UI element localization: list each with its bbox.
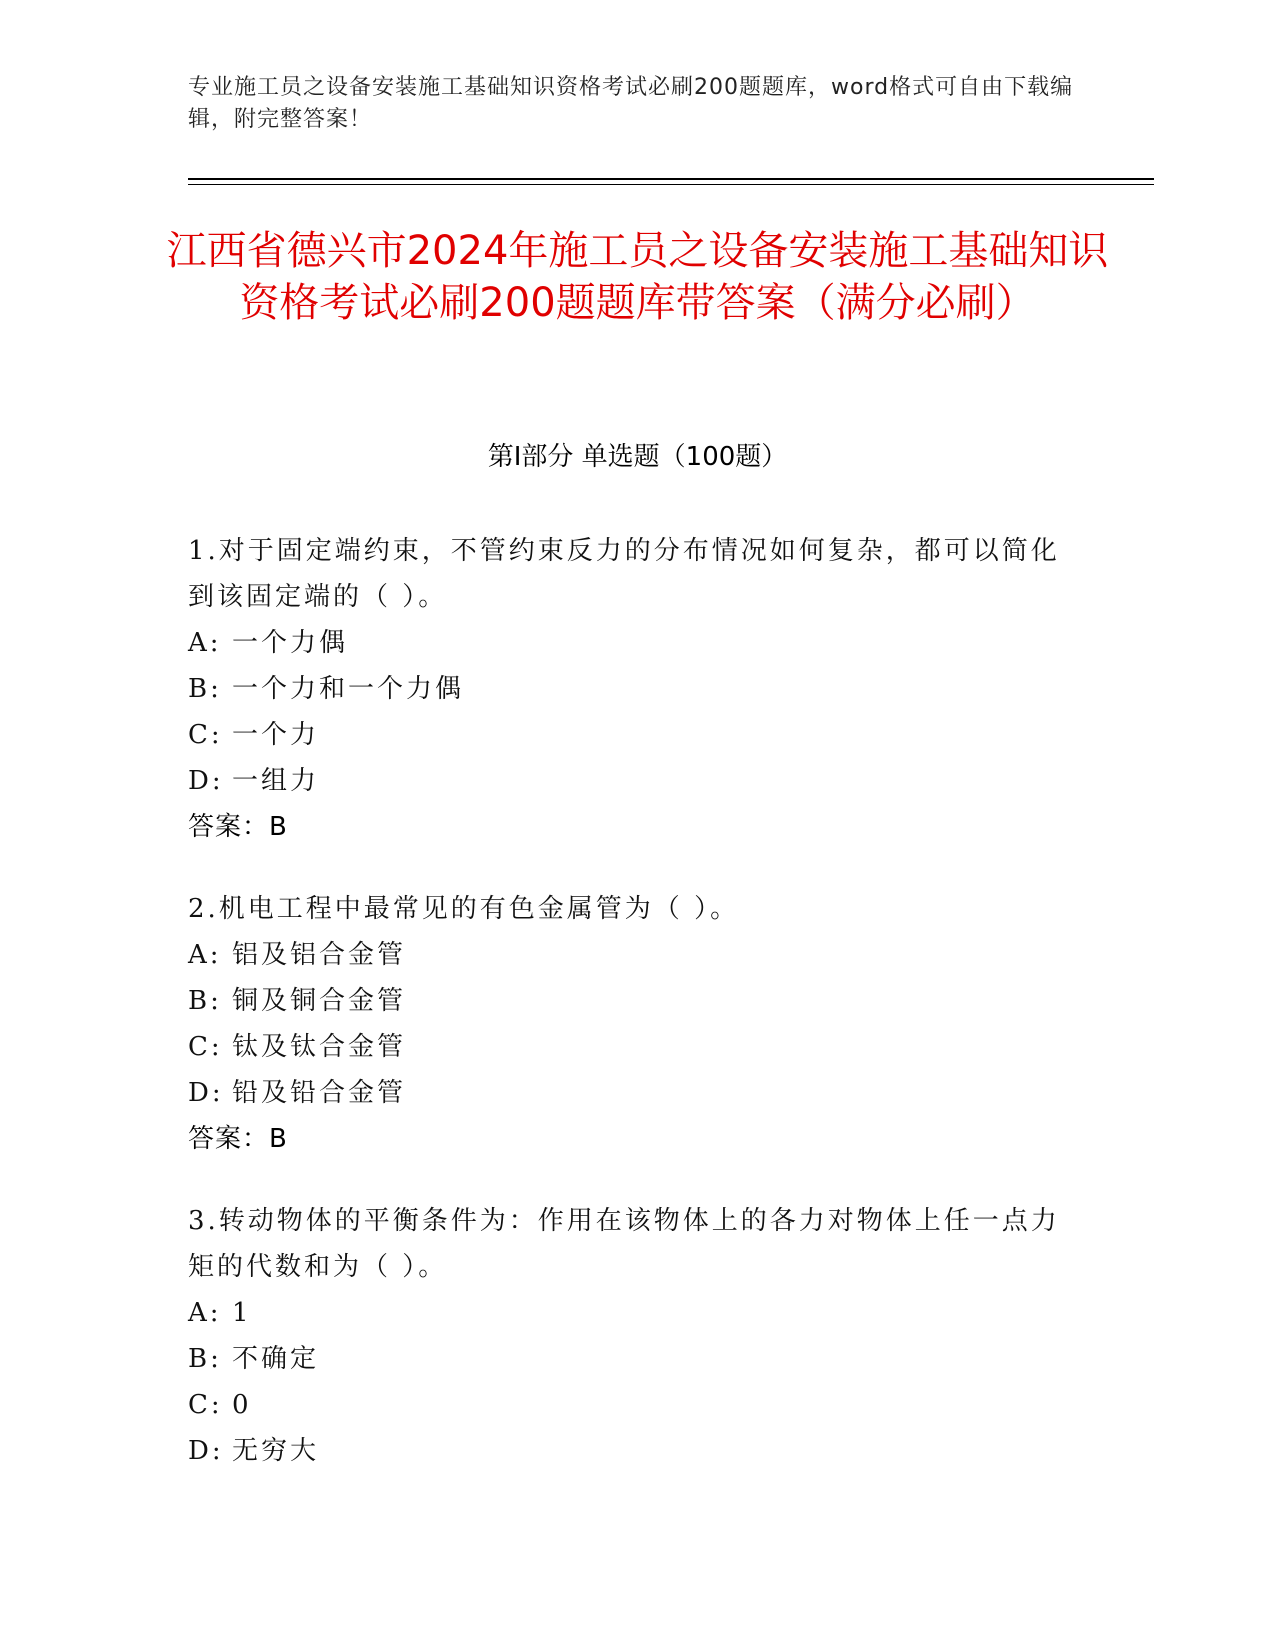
option-text: 无穷大 <box>232 1436 320 1466</box>
document-title: 江西省德兴市2024年施工员之设备安装施工基础知识资格考试必刷200题题库带答案（满分必刷） <box>166 228 1109 326</box>
option-a <box>188 932 1068 978</box>
question-text: 2.机电工程中最常见的有色金属管为（ ）。 <box>188 894 740 924</box>
option-b <box>188 666 1068 712</box>
option-text: 钛及钛合金管 <box>232 1032 407 1062</box>
option-label: C: <box>188 720 223 750</box>
option-text: 一个力 <box>232 720 320 750</box>
option-label: D: <box>188 766 224 796</box>
option-text: 铅及铅合金管 <box>232 1078 407 1108</box>
question-list <box>188 528 1068 1510</box>
option-label: A: <box>188 1298 222 1328</box>
option-a <box>188 620 1068 666</box>
option-text: 0 <box>232 1390 252 1420</box>
option-d <box>188 1070 1068 1116</box>
option-text: 一个力和一个力偶 <box>232 674 465 704</box>
header-divider-thin <box>188 184 1154 185</box>
option-c <box>188 712 1068 758</box>
question-text: 1.对于固定端约束，不管约束反力的分布情况如何复杂，都可以简化到该固定端的（ ）。 <box>188 536 1060 612</box>
option-label: A: <box>188 940 222 970</box>
option-label: C: <box>188 1390 223 1420</box>
option-c <box>188 1382 1068 1428</box>
option-label: A: <box>188 628 222 658</box>
option-label: C: <box>188 1032 223 1062</box>
option-text: 铜及铜合金管 <box>232 986 407 1016</box>
answer-line: 答案：B <box>188 1124 288 1154</box>
option-label: D: <box>188 1436 224 1466</box>
option-label: B: <box>188 674 222 704</box>
option-text: 一个力偶 <box>232 628 349 658</box>
question-item <box>188 886 1068 1162</box>
option-text: 不确定 <box>232 1344 320 1374</box>
option-label: B: <box>188 1344 222 1374</box>
option-text: 一组力 <box>232 766 320 796</box>
section-title: 第Ⅰ部分 单选题（100题） <box>487 442 788 472</box>
option-a <box>188 1290 1068 1336</box>
option-text: 1 <box>232 1298 252 1328</box>
option-label: B: <box>188 986 222 1016</box>
header-divider <box>188 178 1154 180</box>
option-d <box>188 1428 1068 1474</box>
option-b <box>188 1336 1068 1382</box>
option-d <box>188 758 1068 804</box>
option-label: D: <box>188 1078 224 1108</box>
question-item <box>188 1198 1068 1474</box>
question-text: 3.转动物体的平衡条件为：作用在该物体上的各力对物体上任一点力矩的代数和为（ ）。 <box>188 1206 1060 1282</box>
option-c <box>188 1024 1068 1070</box>
answer-line: 答案：B <box>188 812 288 842</box>
header-note: 专业施工员之设备安装施工基础知识资格考试必刷200题题库，word格式可自由下载编辑，附完整答案！ <box>188 75 1074 132</box>
option-text: 铝及铝合金管 <box>232 940 407 970</box>
option-b <box>188 978 1068 1024</box>
question-item <box>188 528 1068 850</box>
